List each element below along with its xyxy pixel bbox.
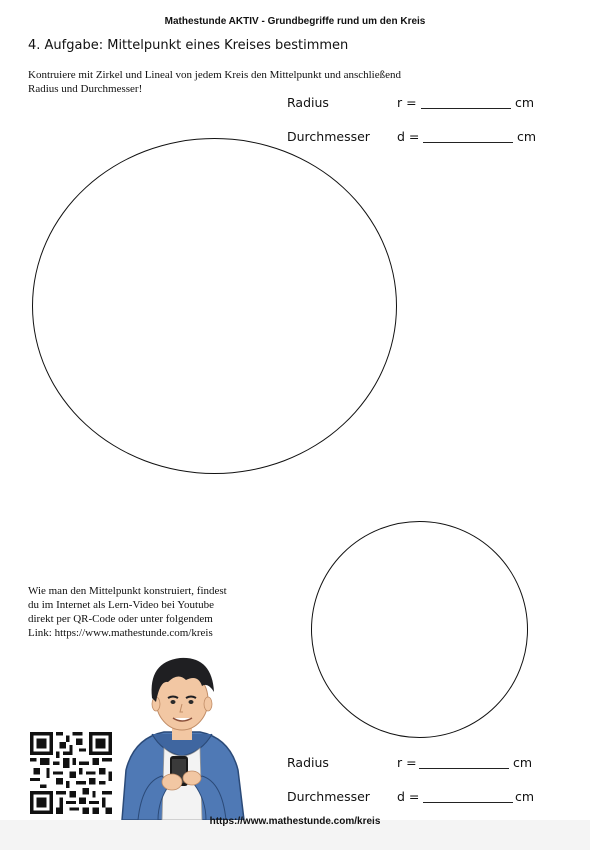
radius-blank-line[interactable] [421, 108, 511, 109]
diameter-label: Durchmesser [287, 789, 370, 804]
footer-link[interactable]: https://www.mathestunde.com/kreis [209, 816, 381, 827]
diameter-label: Durchmesser [287, 129, 370, 144]
large-circle [32, 138, 397, 474]
task-title: 4. Aufgabe: Mittelpunkt eines Kreises bestimmen [28, 38, 349, 53]
radius-unit: cm [515, 95, 535, 110]
student-with-phone-illustration [112, 652, 252, 820]
task-instructions [28, 68, 478, 96]
hint-line-2: du im Internet als Lern-Video bei Youtube [28, 599, 214, 611]
radius-label: Radius [287, 95, 329, 110]
radius-unit: cm [513, 755, 533, 770]
worksheet-header: Mathestunde AKTIV - Grundbegriffe rund um den Kreis [164, 16, 426, 27]
diameter-blank-line[interactable] [423, 802, 513, 803]
diameter-unit: cm [515, 789, 535, 804]
instruction-line-2: Radius und Durchmesser! [28, 83, 143, 95]
qr-code-icon[interactable] [30, 732, 112, 814]
diameter-unit: cm [517, 129, 537, 144]
hint-line-4: Link: https://www.mathestunde.com/kreis [28, 627, 213, 639]
diameter-symbol: d = [397, 129, 420, 144]
radius-symbol: r = [397, 755, 417, 770]
hint-line-3: direkt per QR-Code oder unter folgendem [28, 613, 213, 625]
radius-label: Radius [287, 755, 329, 770]
small-circle [311, 521, 528, 738]
video-hint [28, 584, 258, 640]
radius-blank-line[interactable] [419, 768, 509, 769]
diameter-symbol: d = [397, 789, 420, 804]
diameter-blank-line[interactable] [423, 142, 513, 143]
instruction-line-1: Kontruiere mit Zirkel und Lineal von jedem Kreis den Mittelpunkt und anschließend [28, 69, 401, 81]
hint-line-1: Wie man den Mittelpunkt konstruiert, findest [28, 585, 227, 597]
radius-symbol: r = [397, 95, 417, 110]
